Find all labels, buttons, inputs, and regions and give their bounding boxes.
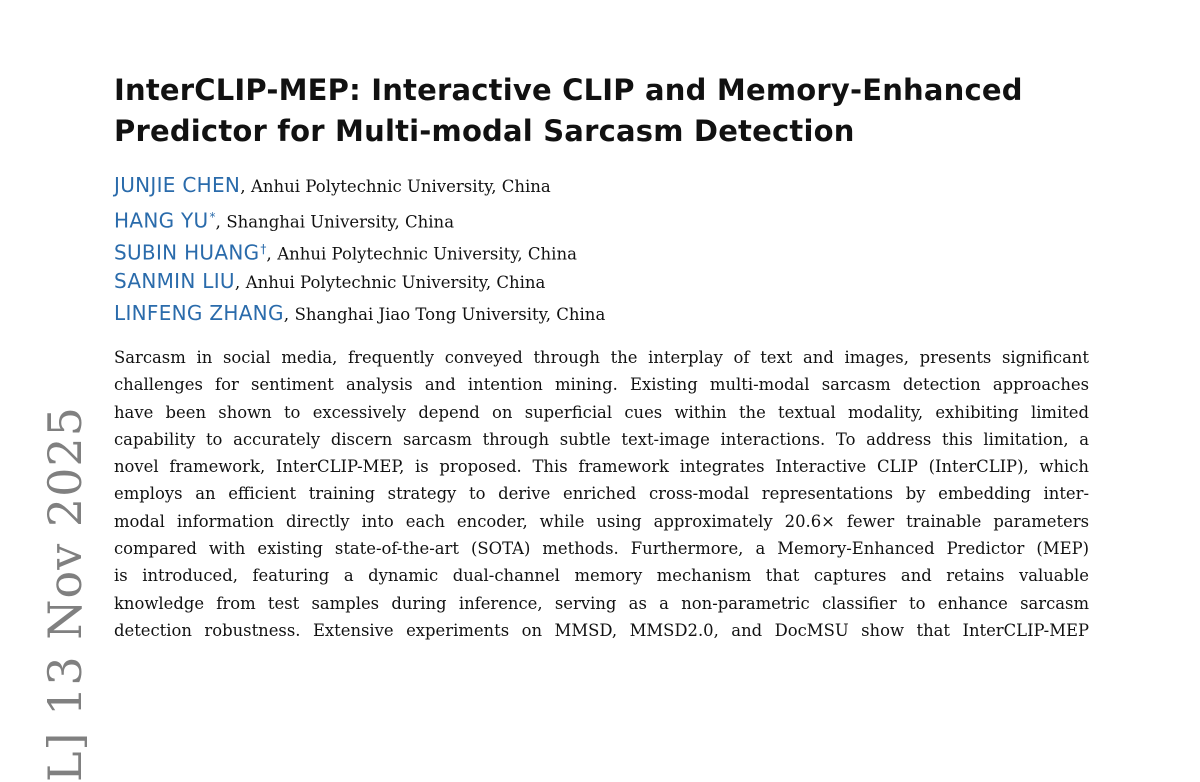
author-entry: SANMIN LIU, Anhui Polytechnic University, China — [114, 269, 546, 293]
author-affiliation: Shanghai Jiao Tong University, China — [294, 305, 606, 324]
abstract-line: have been shown to excessively depend on superficial cues within the textual modality, exhibiting limited — [114, 402, 1089, 422]
author-entry: LINFENG ZHANG, Shanghai Jiao Tong University, China — [114, 301, 606, 325]
author-name[interactable]: SUBIN HUANG — [114, 240, 260, 265]
author-entry: HANG YU*, Shanghai University, China — [114, 208, 455, 233]
author-footnote-mark: † — [260, 242, 267, 256]
abstract — [114, 344, 1089, 644]
author-name[interactable]: SANMIN LIU — [114, 269, 235, 293]
author-affiliation: Shanghai University, China — [226, 212, 455, 232]
abstract-line: is introduced, featuring a dynamic dual-channel memory mechanism that captures and retains valuable — [114, 566, 1089, 586]
paper-title — [114, 70, 1114, 152]
abstract-line: detection robustness. Extensive experiments on MMSD, MMSD2.0, and DocMSU show that InterCLIP-MEP — [114, 620, 1089, 640]
author-affiliation: Anhui Polytechnic University, China — [245, 273, 546, 292]
author-name[interactable]: HANG YU — [114, 208, 209, 233]
author-footnote-mark: * — [209, 210, 216, 224]
abstract-line: knowledge from test samples during inference, serving as a non-parametric classifier to enhance sarcasm — [114, 593, 1089, 613]
author-list — [114, 170, 605, 330]
author-entry: JUNJIE CHEN, Anhui Polytechnic University, China — [114, 173, 551, 197]
author-affiliation: Anhui Polytechnic University, China — [251, 177, 551, 196]
abstract-line: novel framework, InterCLIP-MEP, is proposed. This framework integrates Interactive CLIP (InterCLIP), which — [114, 457, 1089, 477]
abstract-line: employs an efficient training strategy to derive enriched cross-modal representations by embedding inter- — [114, 484, 1089, 504]
title-line-1: InterCLIP-MEP: Interactive CLIP and Memory-Enhanced — [114, 73, 1023, 107]
title-line-2: Predictor for Multi-modal Sarcasm Detection — [114, 114, 855, 148]
abstract-line: compared with existing state-of-the-art (SOTA) methods. Furthermore, a Memory-Enhanced Predictor (MEP) — [114, 539, 1089, 559]
author-entry: SUBIN HUANG†, Anhui Polytechnic University, China — [114, 240, 577, 265]
abstract-line: challenges for sentiment analysis and intention mining. Existing multi-modal sarcasm detection approaches — [114, 375, 1089, 395]
abstract-line: capability to accurately discern sarcasm through subtle text-image interactions. To address this limitation, a — [114, 429, 1089, 449]
author-name[interactable]: LINFENG ZHANG — [114, 301, 284, 325]
arxiv-side-stamp: L] 13 Nov 2025 — [38, 406, 92, 782]
abstract-line: Sarcasm in social media, frequently conveyed through the interplay of text and images, presents significant — [114, 348, 1089, 367]
author-affiliation: Anhui Polytechnic University, China — [277, 244, 577, 264]
author-name[interactable]: JUNJIE CHEN — [114, 173, 241, 197]
abstract-line: modal information directly into each encoder, while using approximately 20.6× fewer trainable parameters — [114, 511, 1089, 531]
